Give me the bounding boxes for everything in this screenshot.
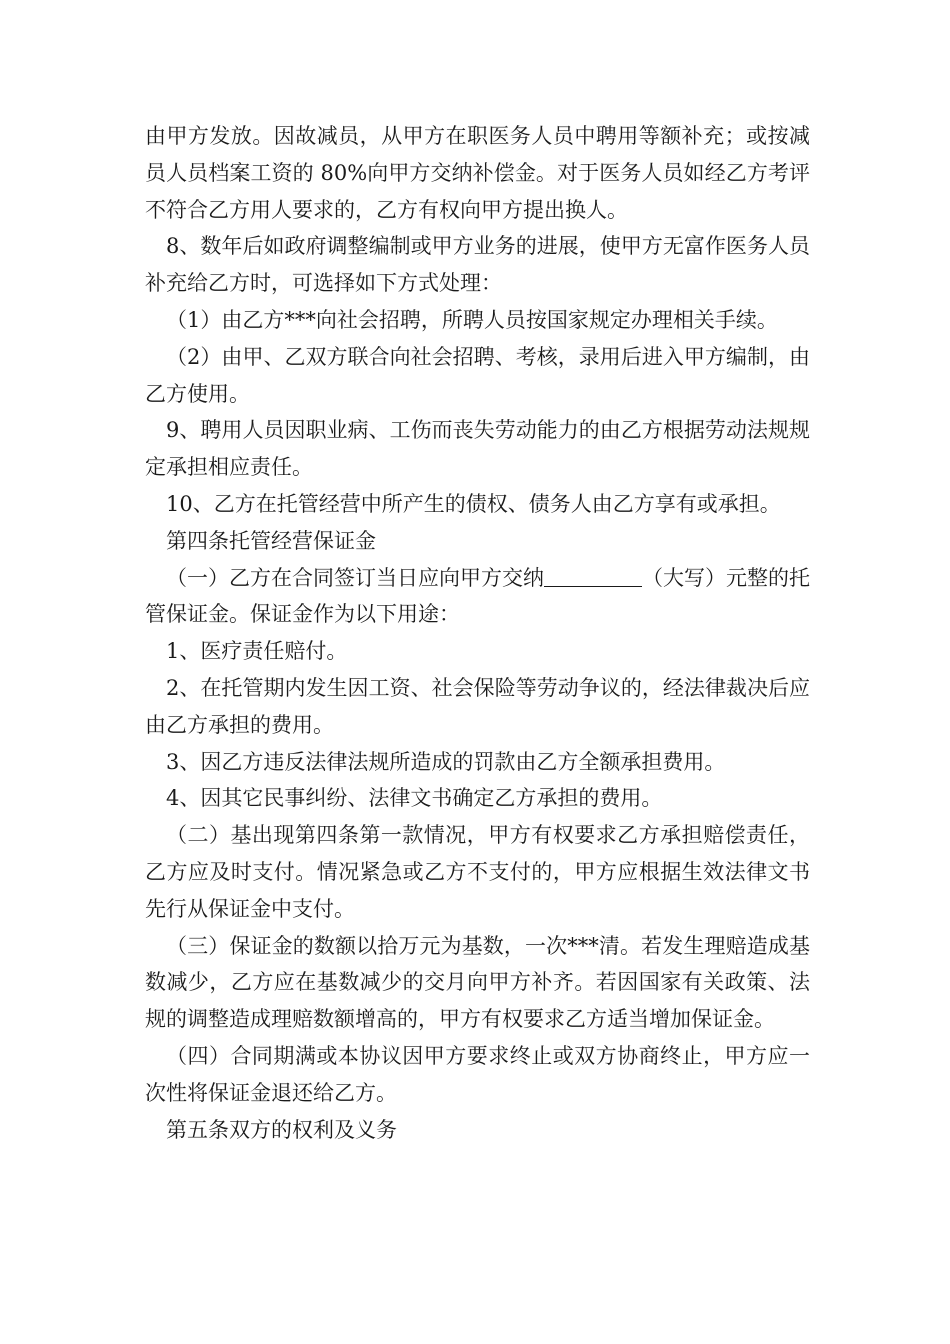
section-heading: 第五条双方的权利及义务 bbox=[166, 1117, 397, 1142]
paragraph: 8、数年后如政府调整编制或甲方业务的进展，使甲方无富作医务人员补充给乙方时，可选择如下方式处理： bbox=[145, 234, 810, 296]
paragraph: （四）合同期满或本协议因甲方要求终止或双方协商终止，甲方应一次性将保证金退还给乙方。 bbox=[145, 1043, 810, 1105]
paragraph: （2）由甲、乙双方联合向社会招聘、考核，录用后进入甲方编制，由乙方使用。 bbox=[145, 344, 810, 406]
paragraph: 由甲方发放。因故减员，从甲方在职医务人员中聘用等额补充；或按减员人员档案工资的 80%向甲方交纳补偿金。对于医务人员如经乙方考评不符合乙方用人要求的，乙方有权向甲方提出换人。 bbox=[145, 124, 810, 222]
paragraph bbox=[145, 560, 810, 634]
paragraph: （1）由乙方***向社会招聘，所聘人员按国家规定办理相关手续。 bbox=[166, 307, 778, 332]
section-heading: 第四条托管经营保证金 bbox=[166, 528, 376, 553]
paragraph: 10、乙方在托管经营中所产生的债权、债务人由乙方享有或承担。 bbox=[166, 491, 781, 516]
paragraph: 9、聘用人员因职业病、工伤而丧失劳动能力的由乙方根据劳动法规规定承担相应责任。 bbox=[145, 418, 810, 480]
fill-in-blank bbox=[544, 566, 642, 587]
paragraph-text: （一）乙方在合同签订当日应向甲方交纳 bbox=[166, 565, 544, 590]
paragraph: 3、因乙方违反法律法规所造成的罚款由乙方全额承担费用。 bbox=[166, 749, 726, 774]
paragraph-text: （大写）元整的托管保证金。保证金作为以下用途： bbox=[145, 565, 810, 627]
paragraph: （三）保证金的数额以拾万元为基数，一次***清。若发生理赔造成基数减少，乙方应在基数减少的交月向甲方补齐。若因国家有关政策、法规的调整造成理赔数额增高的，甲方有权要求乙方适当增加保证金。 bbox=[145, 933, 810, 1032]
paragraph: 4、因其它民事纠纷、法律文书确定乙方承担的费用。 bbox=[166, 786, 663, 811]
document-page bbox=[145, 118, 810, 1148]
paragraph: 2、在托管期内发生因工资、社会保险等劳动争议的，经法律裁决后应由乙方承担的费用。 bbox=[145, 675, 810, 737]
paragraph: （二）基出现第四条第一款情况，甲方有权要求乙方承担赔偿责任，乙方应及时支付。情况紧急或乙方不支付的，甲方应根据生效法律文书先行从保证金中支付。 bbox=[145, 823, 810, 921]
paragraph: 1、医疗责任赔付。 bbox=[166, 639, 348, 664]
